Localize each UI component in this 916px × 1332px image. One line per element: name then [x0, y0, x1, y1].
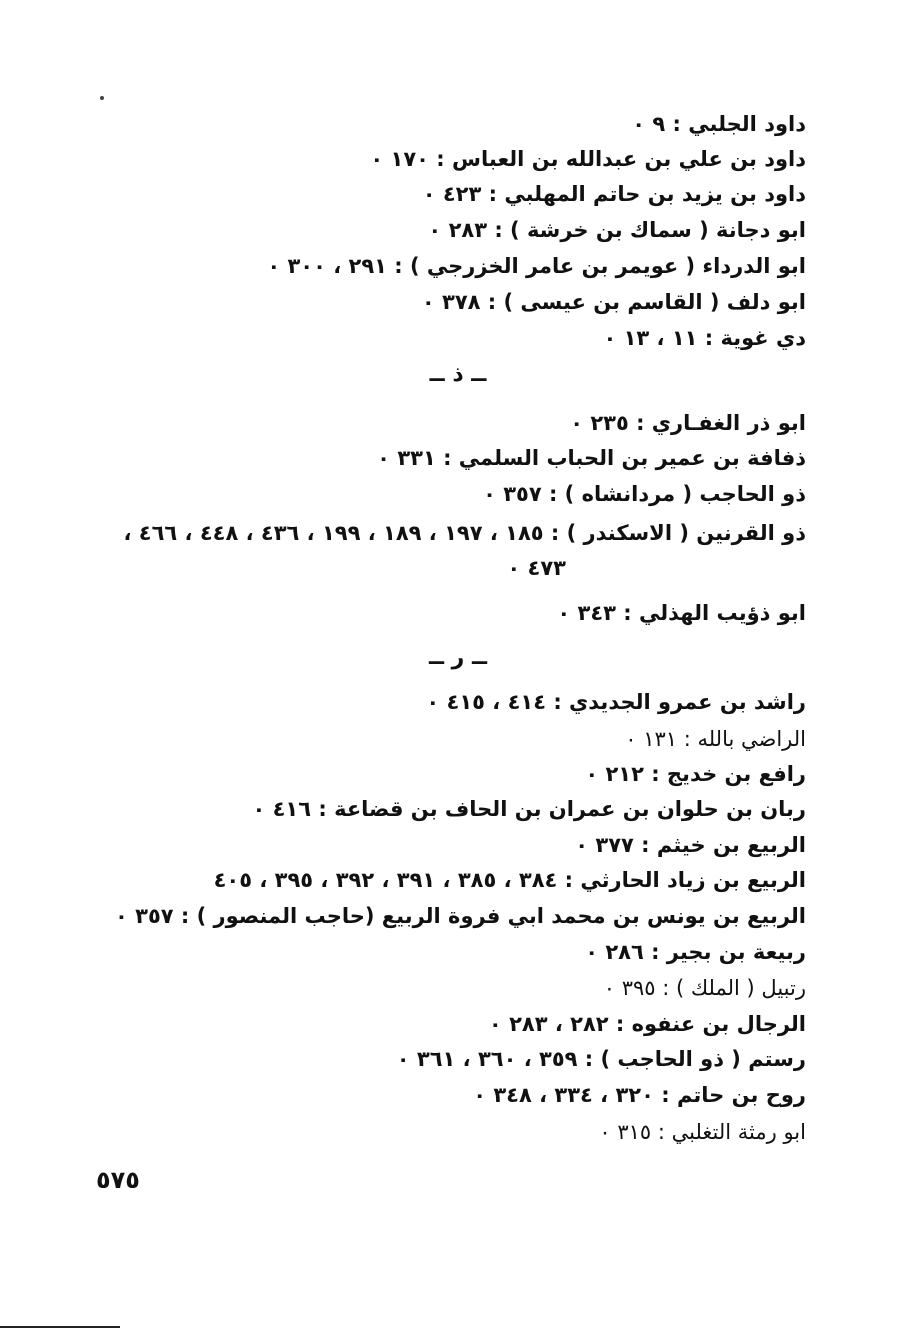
index-entry: الربيع بن يونس بن محمد ابي فروة الربيع (حاجب المنصور ) : ٣٥٧ ٠	[114, 904, 806, 928]
index-entry: داود بن علي بن عبدالله بن العباس : ١٧٠ ٠	[370, 147, 806, 171]
index-entry: رافع بن خديج : ٢١٢ ٠	[585, 762, 806, 786]
index-entry: ابو رمثة التغلبي : ٣١٥ ٠	[599, 1120, 806, 1144]
page-number: ٥٧٥	[96, 1166, 140, 1194]
index-entry: الربيع بن خيثم : ٣٧٧ ٠	[575, 833, 806, 857]
section-heading-ra: ــ ر ــ	[428, 645, 488, 670]
index-entry-continuation: ٤٧٣ ٠	[507, 556, 566, 580]
index-entry: ربان بن حلوان بن عمران بن الحاف بن قضاعة : ٤١٦ ٠	[252, 797, 806, 821]
index-entry: ابو ذر الغفـاري : ٢٣٥ ٠	[570, 411, 806, 435]
index-entry: داود بن يزيد بن حاتم المهلبي : ٤٢٣ ٠	[422, 182, 806, 206]
index-entry: ابو دجانة ( سماك بن خرشة ) : ٢٨٣ ٠	[428, 218, 806, 242]
index-entry: ابو الدرداء ( عويمر بن عامر الخزرجي ) : ٢٩١ ، ٣٠٠ ٠	[267, 254, 806, 278]
section-heading-dhal: ــ ذ ــ	[429, 362, 487, 387]
index-entry: ابو دلف ( القاسم بن عيسى ) : ٣٧٨ ٠	[421, 290, 806, 314]
speck	[100, 96, 104, 100]
index-entry: دي غوية : ١١ ، ١٣ ٠	[603, 326, 806, 350]
bottom-rule	[0, 1326, 120, 1328]
index-entry: ابو ذؤيب الهذلي : ٣٤٣ ٠	[557, 601, 806, 625]
index-entry: رستم ( ذو الحاجب ) : ٣٥٩ ، ٣٦٠ ، ٣٦١ ٠	[396, 1047, 806, 1071]
index-entry: ذو الحاجب ( مردانشاه ) : ٣٥٧ ٠	[483, 482, 806, 506]
index-entry: داود الجلبي : ٩ ٠	[632, 112, 806, 136]
index-entry: ذو القرنين ( الاسكندر ) : ١٨٥ ، ١٩٧ ، ١٨٩ ، ١٩٩ ، ٤٣٦ ، ٤٤٨ ، ٤٦٦ ،	[123, 521, 806, 545]
index-entry: روح بن حاتم : ٣٢٠ ، ٣٣٤ ، ٣٤٨ ٠	[473, 1083, 806, 1107]
index-entry: الربيع بن زياد الحارثي : ٣٨٤ ، ٣٨٥ ، ٣٩١ ، ٣٩٢ ، ٣٩٥ ، ٤٠٥	[213, 868, 806, 892]
index-entry: ذفافة بن عمير بن الحباب السلمي : ٣٣١ ٠	[377, 446, 806, 470]
index-entry: الراضي بالله : ١٣١ ٠	[625, 727, 806, 751]
index-entry: الرجال بن عنفوه : ٢٨٢ ، ٢٨٣ ٠	[488, 1012, 806, 1036]
index-entry: راشد بن عمرو الجديدي : ٤١٤ ، ٤١٥ ٠	[426, 690, 806, 714]
index-entry: ربيعة بن بجير : ٢٨٦ ٠	[585, 940, 806, 964]
index-entry: رتبيل ( الملك ) : ٣٩٥ ٠	[603, 976, 806, 1000]
